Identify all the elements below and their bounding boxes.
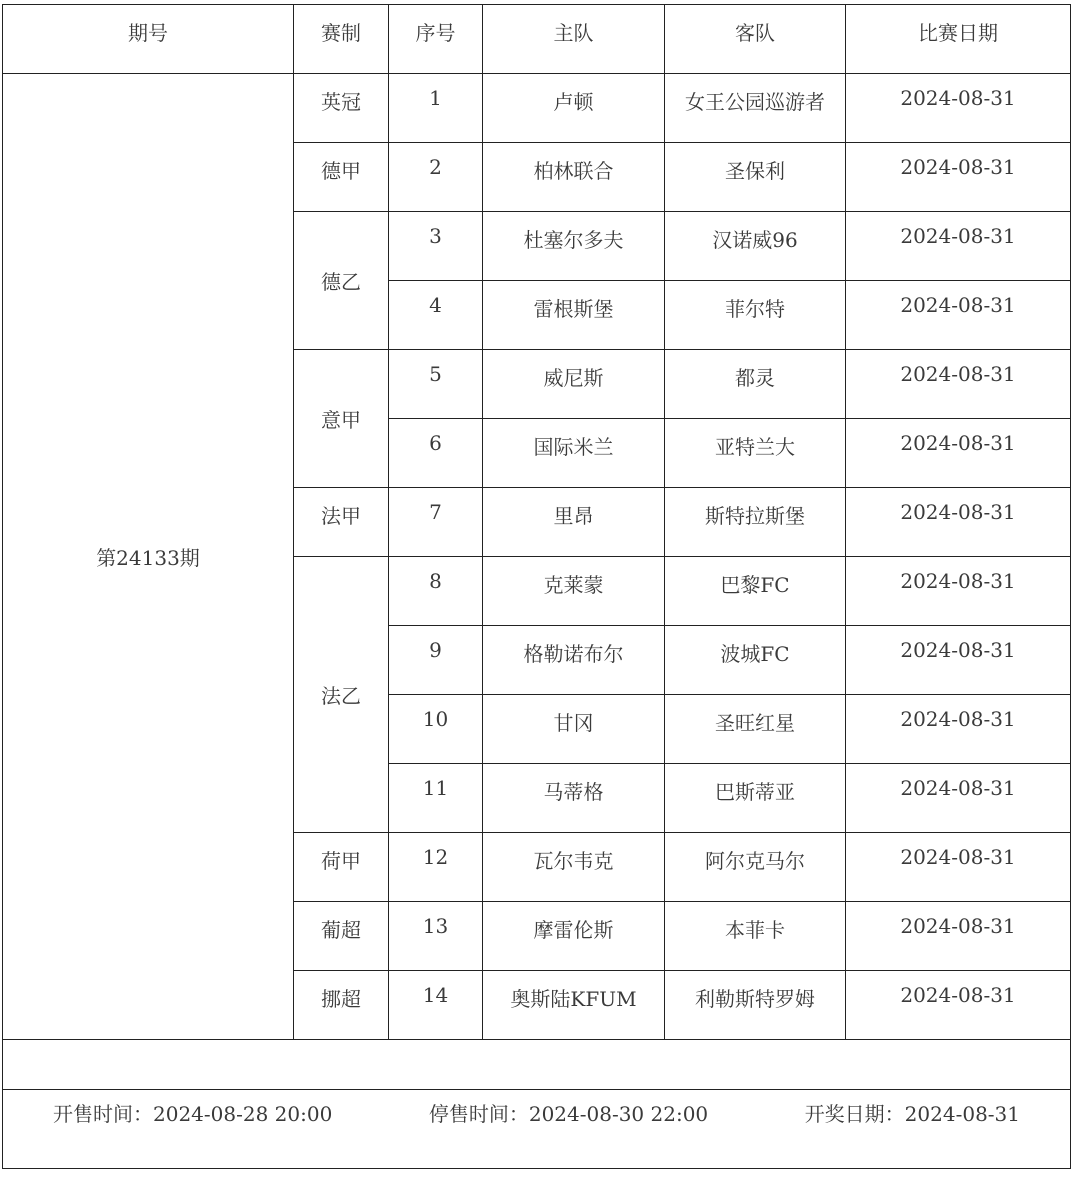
blank-row	[3, 1040, 1071, 1090]
home-team-cell: 马蒂格	[483, 764, 665, 833]
away-team-cell: 阿尔克马尔	[665, 833, 846, 902]
header-number: 序号	[389, 5, 483, 74]
home-team-cell: 里昂	[483, 488, 665, 557]
match-date-cell: 2024-08-31	[846, 833, 1071, 902]
match-number-cell: 7	[389, 488, 483, 557]
away-team-cell: 本菲卡	[665, 902, 846, 971]
match-number-cell: 1	[389, 74, 483, 143]
table-row	[3, 74, 1071, 143]
match-date-cell: 2024-08-31	[846, 695, 1071, 764]
match-date-cell: 2024-08-31	[846, 143, 1071, 212]
sale-start-time: 开售时间：2024-08-28 20:00	[53, 1102, 333, 1126]
away-team-cell: 巴斯蒂亚	[665, 764, 846, 833]
schedule-body	[3, 74, 1071, 1040]
away-team-cell: 圣旺红星	[665, 695, 846, 764]
away-team-cell: 圣保利	[665, 143, 846, 212]
match-date-cell: 2024-08-31	[846, 902, 1071, 971]
home-team-cell: 瓦尔韦克	[483, 833, 665, 902]
match-number-cell: 11	[389, 764, 483, 833]
match-date-cell: 2024-08-31	[846, 557, 1071, 626]
match-number-cell: 12	[389, 833, 483, 902]
league-cell: 荷甲	[294, 833, 389, 902]
league-cell: 意甲	[294, 350, 389, 488]
league-cell: 德乙	[294, 212, 389, 350]
match-number-cell: 14	[389, 971, 483, 1040]
match-date-cell: 2024-08-31	[846, 281, 1071, 350]
header-away-team: 客队	[665, 5, 846, 74]
home-team-cell: 杜塞尔多夫	[483, 212, 665, 281]
home-team-cell: 卢顿	[483, 74, 665, 143]
match-number-cell: 13	[389, 902, 483, 971]
home-team-cell: 雷根斯堡	[483, 281, 665, 350]
match-date-cell: 2024-08-31	[846, 488, 1071, 557]
match-date-cell: 2024-08-31	[846, 350, 1071, 419]
league-cell: 葡超	[294, 902, 389, 971]
footer-cell	[3, 1090, 1071, 1169]
match-number-cell: 4	[389, 281, 483, 350]
league-cell: 挪超	[294, 971, 389, 1040]
home-team-cell: 格勒诺布尔	[483, 626, 665, 695]
away-team-cell: 亚特兰大	[665, 419, 846, 488]
away-team-cell: 波城FC	[665, 626, 846, 695]
header-match-date: 比赛日期	[846, 5, 1071, 74]
league-cell: 英冠	[294, 74, 389, 143]
home-team-cell: 甘冈	[483, 695, 665, 764]
match-date-cell: 2024-08-31	[846, 419, 1071, 488]
match-date-cell: 2024-08-31	[846, 74, 1071, 143]
league-cell: 法乙	[294, 557, 389, 833]
footer-row	[3, 1090, 1071, 1169]
match-number-cell: 8	[389, 557, 483, 626]
match-number-cell: 2	[389, 143, 483, 212]
match-date-cell: 2024-08-31	[846, 971, 1071, 1040]
header-row	[3, 5, 1071, 74]
match-number-cell: 10	[389, 695, 483, 764]
match-number-cell: 6	[389, 419, 483, 488]
match-number-cell: 3	[389, 212, 483, 281]
match-number-cell: 5	[389, 350, 483, 419]
schedule-table	[2, 4, 1071, 1169]
match-date-cell: 2024-08-31	[846, 212, 1071, 281]
home-team-cell: 威尼斯	[483, 350, 665, 419]
period-cell: 第24133期	[3, 74, 294, 1040]
header-period: 期号	[3, 5, 294, 74]
match-number-cell: 9	[389, 626, 483, 695]
home-team-cell: 克莱蒙	[483, 557, 665, 626]
away-team-cell: 女王公园巡游者	[665, 74, 846, 143]
draw-date: 开奖日期：2024-08-31	[804, 1102, 1020, 1126]
home-team-cell: 国际米兰	[483, 419, 665, 488]
home-team-cell: 柏林联合	[483, 143, 665, 212]
sale-stop-time: 停售时间：2024-08-30 22:00	[428, 1102, 709, 1126]
away-team-cell: 斯特拉斯堡	[665, 488, 846, 557]
blank-cell	[3, 1040, 1071, 1090]
home-team-cell: 摩雷伦斯	[483, 902, 665, 971]
header-league: 赛制	[294, 5, 389, 74]
home-team-cell: 奥斯陆KFUM	[483, 971, 665, 1040]
match-date-cell: 2024-08-31	[846, 626, 1071, 695]
away-team-cell: 巴黎FC	[665, 557, 846, 626]
match-date-cell: 2024-08-31	[846, 764, 1071, 833]
away-team-cell: 菲尔特	[665, 281, 846, 350]
league-cell: 德甲	[294, 143, 389, 212]
away-team-cell: 利勒斯特罗姆	[665, 971, 846, 1040]
away-team-cell: 汉诺威96	[665, 212, 846, 281]
header-home-team: 主队	[483, 5, 665, 74]
league-cell: 法甲	[294, 488, 389, 557]
away-team-cell: 都灵	[665, 350, 846, 419]
